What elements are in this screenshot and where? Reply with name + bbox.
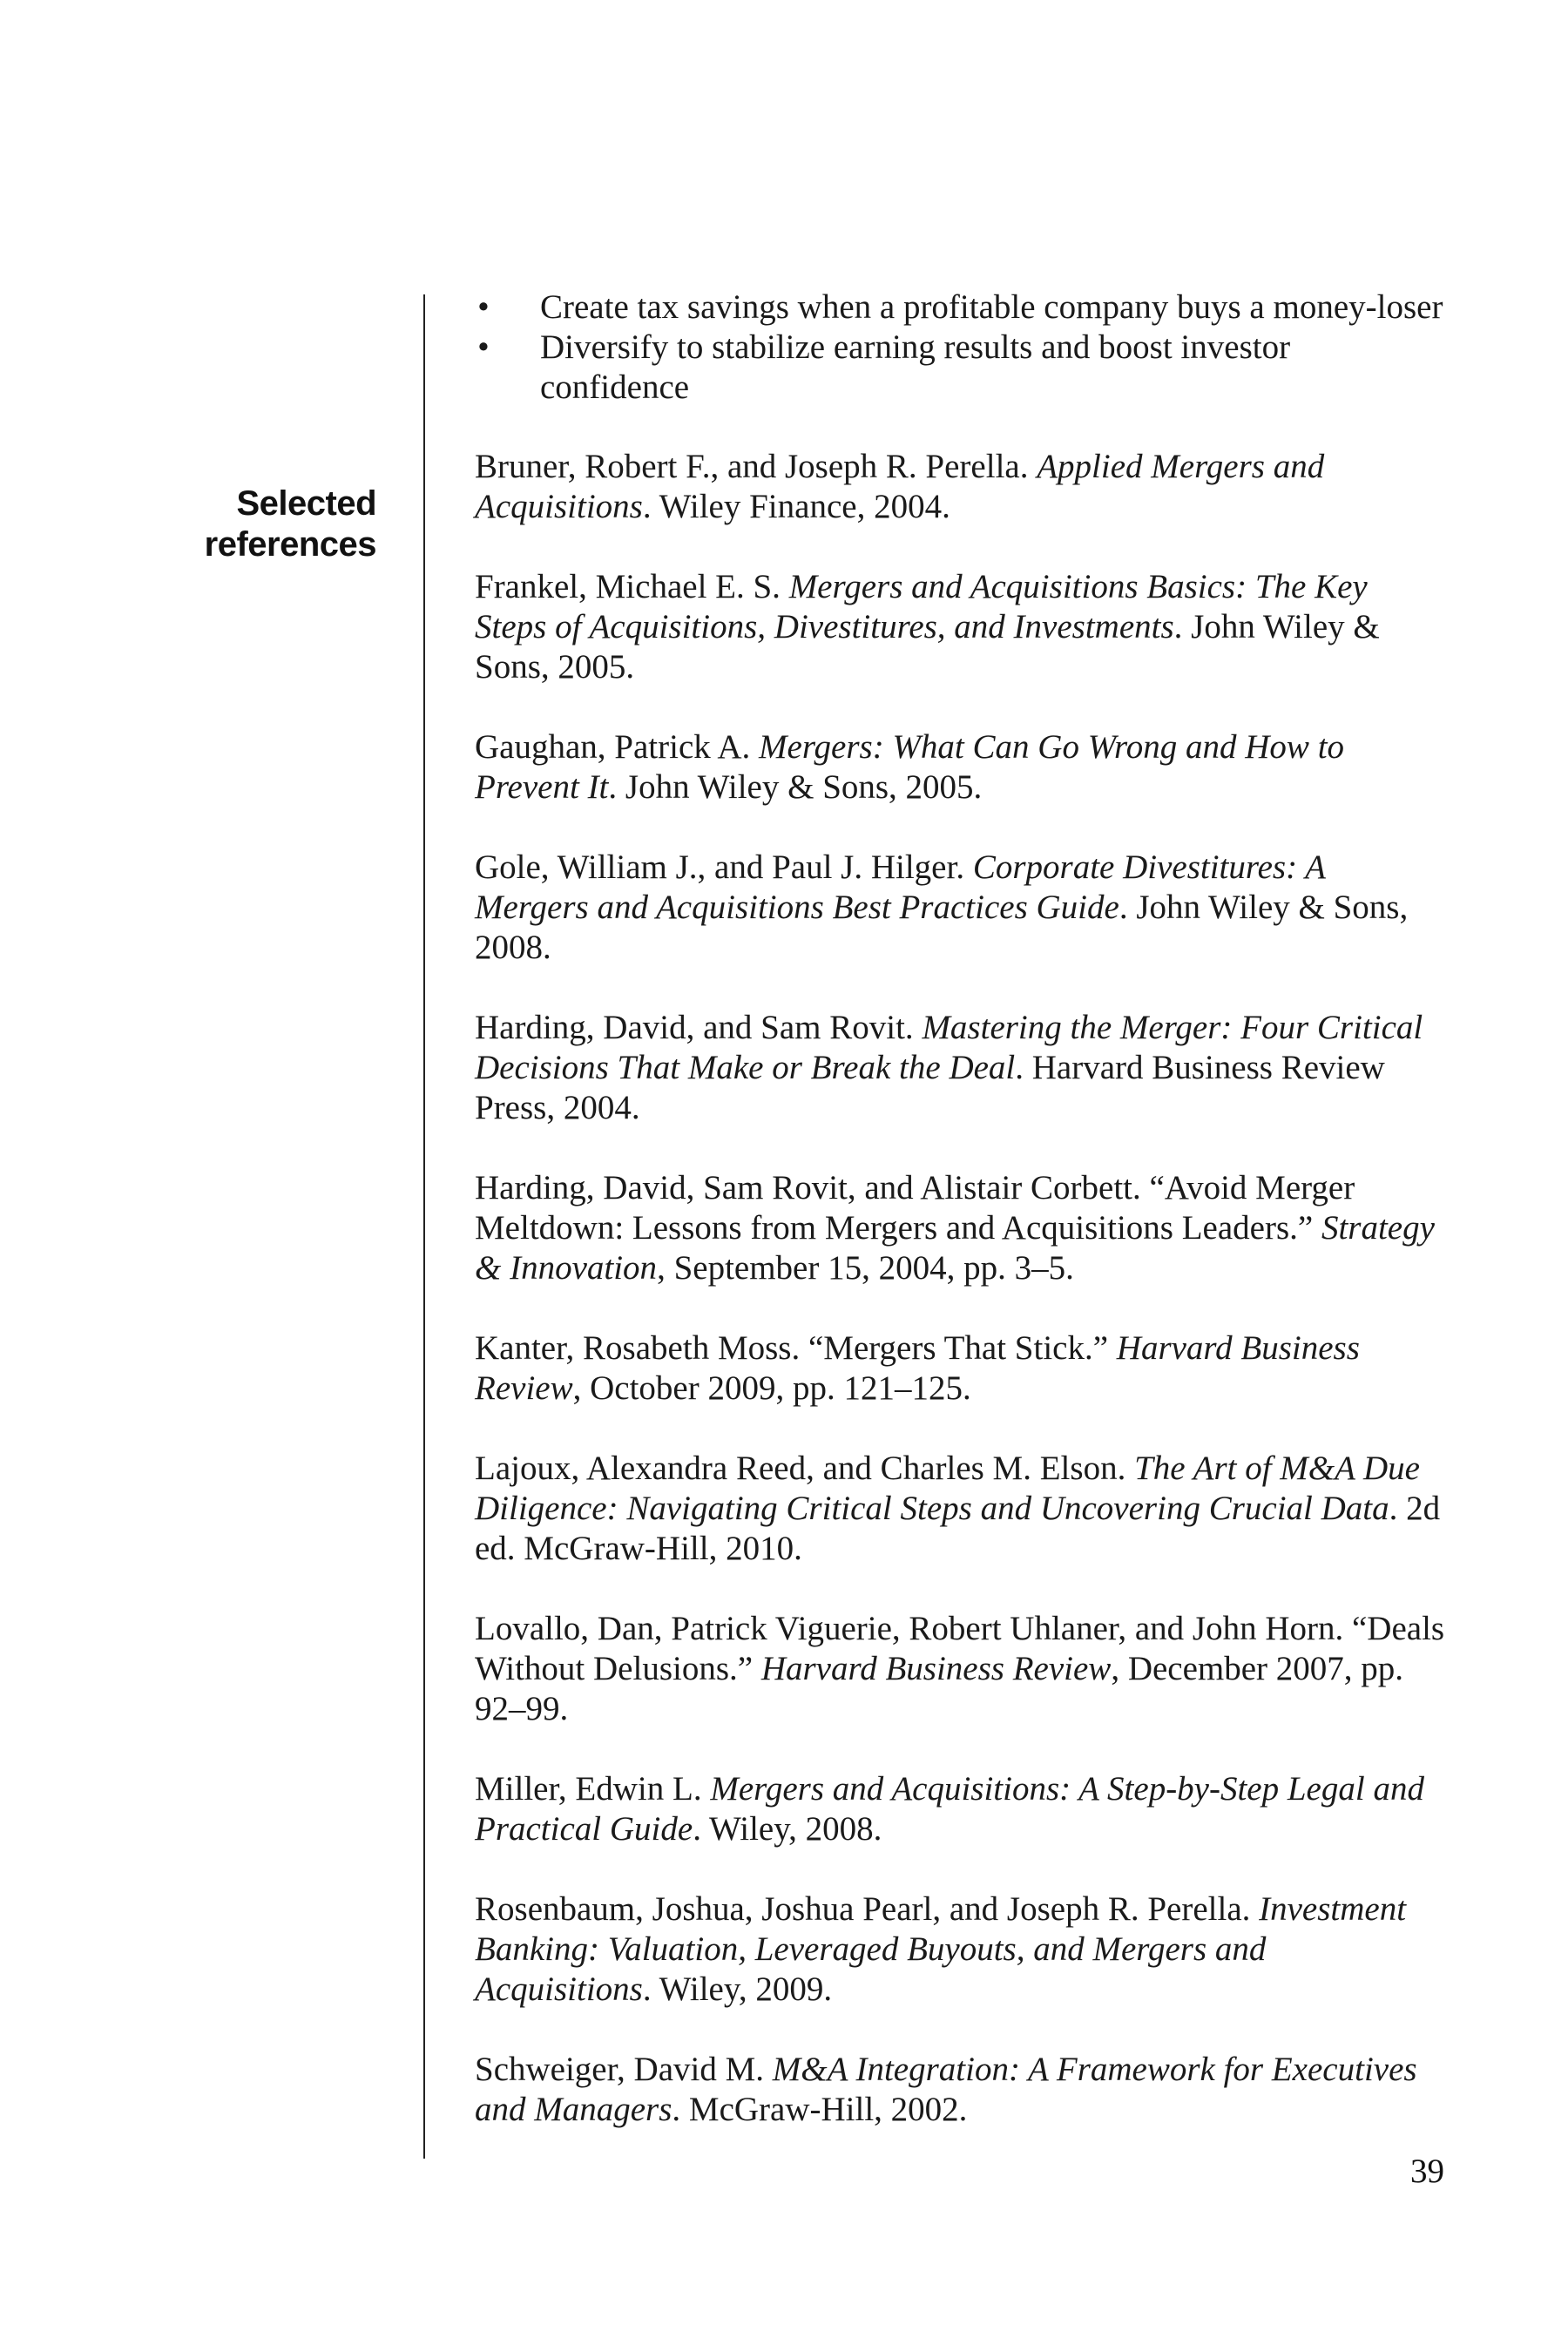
reference-publisher: , December 2007, pp. 92–99. <box>475 1650 1404 1727</box>
reference-entry <box>475 1609 1446 1729</box>
reference-entry <box>475 1168 1446 1288</box>
reference-publisher: . McGraw-Hill, 2002. <box>672 2091 968 2128</box>
reference-publisher: . Wiley, 2009. <box>642 1970 833 2008</box>
reference-entry <box>475 2050 1446 2130</box>
reference-authors: Harding, David, Sam Rovit, and Alistair Corbett. “Avoid Merger Meltdown: Lessons from Mergers and Acquisitions Leaders.” <box>475 1169 1355 1247</box>
reference-title: Harvard Business Review <box>760 1650 1112 1687</box>
reference-entry <box>475 1008 1446 1128</box>
reference-entry <box>475 567 1446 687</box>
reference-title: Applied Mergers and Acquisitions <box>475 448 1325 525</box>
bullet-list <box>475 287 1446 408</box>
bullet-item <box>475 287 1446 328</box>
reference-list <box>475 447 1446 2130</box>
reference-authors: Gole, William J., and Paul J. Hilger. <box>475 848 973 886</box>
reference-title: Mergers: What Can Go Wrong and How to Prevent It <box>475 728 1345 806</box>
reference-entry <box>475 1889 1446 2010</box>
section-heading: Selected references <box>204 484 376 564</box>
reference-entry <box>475 1328 1446 1409</box>
reference-title: Strategy & Innovation <box>475 1209 1435 1287</box>
reference-authors: Schweiger, David M. <box>475 2051 773 2088</box>
reference-publisher: . John Wiley & Sons, 2005. <box>608 768 983 806</box>
reference-authors: Rosenbaum, Joshua, Joshua Pearl, and Joseph R. Perella. <box>475 1890 1260 1928</box>
reference-title: The Art of M&A Due Diligence: Navigating Critical Steps and Uncovering Crucial Data <box>475 1450 1420 1527</box>
reference-publisher: . 2d ed. McGraw-Hill, 2010. <box>475 1490 1441 1567</box>
reference-authors: Gaughan, Patrick A. <box>475 728 760 766</box>
reference-publisher: . Wiley Finance, 2004. <box>642 488 950 525</box>
reference-publisher: . Wiley, 2008. <box>693 1810 882 1848</box>
reference-authors: Bruner, Robert F., and Joseph R. Perella. <box>475 448 1037 485</box>
reference-title: Mergers and Acquisitions Basics: The Key Steps of Acquisitions, Divestitures, and Investments <box>475 568 1368 645</box>
reference-title: Corporate Divestitures: A Mergers and Acquisitions Best Practices Guide <box>475 848 1326 926</box>
bullet-icon: • <box>477 328 490 366</box>
reference-entry <box>475 727 1446 808</box>
vertical-rule <box>423 294 425 2159</box>
bullet-icon: • <box>477 288 490 326</box>
reference-title: M&A Integration: A Framework for Executives and Managers <box>475 2051 1417 2128</box>
reference-title: Investment Banking: Valuation, Leveraged Buyouts, and Mergers and Acquisitions <box>475 1890 1407 2008</box>
bullet-text: Diversify to stabilize earning results and boost investor confidence <box>540 328 1291 406</box>
reference-authors: Frankel, Michael E. S. <box>475 568 789 605</box>
reference-entry <box>475 1449 1446 1569</box>
reference-publisher: . John Wiley & Sons, 2005. <box>475 608 1380 686</box>
reference-authors: Kanter, Rosabeth Moss. “Mergers That Stick.” <box>475 1329 1117 1367</box>
reference-authors: Lovallo, Dan, Patrick Viguerie, Robert Uhlaner, and John Horn. “Deals Without Delusions.” <box>475 1610 1445 1687</box>
reference-title: Mastering the Merger: Four Critical Decisions That Make or Break the Deal <box>475 1009 1423 1086</box>
reference-publisher: . Harvard Business Review Press, 2004. <box>475 1049 1385 1126</box>
reference-publisher: . John Wiley & Sons, 2008. <box>475 889 1409 966</box>
reference-publisher: , September 15, 2004, pp. 3–5. <box>657 1249 1074 1287</box>
page-number: 39 <box>1410 2153 1444 2190</box>
reference-title: Mergers and Acquisitions: A Step-by-Step Legal and Practical Guide <box>475 1770 1424 1848</box>
reference-authors: Lajoux, Alexandra Reed, and Charles M. Elson. <box>475 1450 1135 1487</box>
reference-publisher: , October 2009, pp. 121–125. <box>572 1369 971 1407</box>
reference-entry <box>475 447 1446 527</box>
bullet-item <box>475 328 1446 408</box>
main-content <box>475 287 1446 2130</box>
reference-entry <box>475 1769 1446 1849</box>
bullet-text: Create tax savings when a profitable company buys a money-loser <box>540 288 1443 326</box>
reference-title: Harvard Business Review <box>475 1329 1360 1407</box>
reference-authors: Harding, David, and Sam Rovit. <box>475 1009 923 1046</box>
reference-entry <box>475 848 1446 968</box>
reference-authors: Miller, Edwin L. <box>475 1770 711 1808</box>
